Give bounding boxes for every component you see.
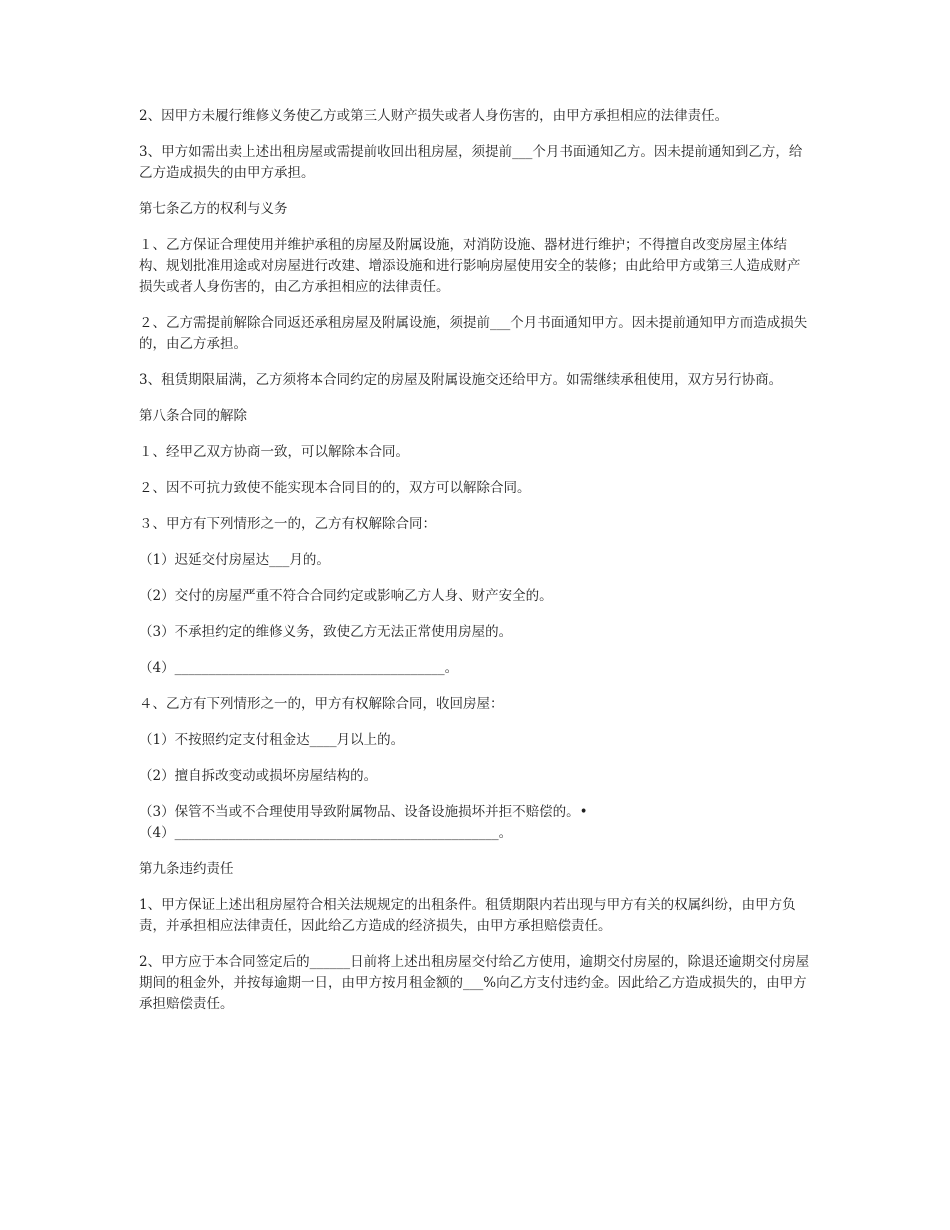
list-item-nonconforming-house: （2）交付的房屋严重不符合合同约定或影响乙方人身、财产安全的。 [139, 588, 553, 604]
paragraph-tenant-early-termination: ２、乙方需提前解除合同返还承租房屋及附属设施，须提前___个月书面通知甲方。因未提前通知甲方而造成损失的，由乙方承担。 [139, 315, 808, 352]
list-item-improper-use: （3）保管不当或不合理使用导致附属物品、设备设施损坏并拒不赔偿的。• [139, 804, 588, 820]
list-item-unpaid-rent: （1）不按照约定支付租金达____月以上的。 [139, 732, 405, 748]
section-heading-article-7: 第七条乙方的权利与义务 [139, 201, 288, 217]
list-item-no-repair: （3）不承担约定的维修义务，致使乙方无法正常使用房屋的。 [139, 624, 513, 640]
paragraph-landlord-repair-liability: 2、因甲方未履行维修义务使乙方或第三人财产损失或者人身伤害的，由甲方承担相应的法律责任。 [139, 108, 729, 124]
list-item-structure-damage: （2）擅自拆改变动或损坏房屋结构的。 [139, 768, 378, 784]
list-item-blank-4a: （4）________________________________________。 [139, 660, 459, 676]
paragraph-force-majeure: ２、因不可抗力致使不能实现本合同目的的，双方可以解除合同。 [139, 480, 531, 496]
paragraph-mutual-termination: １、经甲乙双方协商一致，可以解除本合同。 [139, 444, 409, 460]
section-heading-article-8: 第八条合同的解除 [139, 408, 247, 424]
paragraph-landlord-right-terminate: ４、乙方有下列情形之一的，甲方有权解除合同，收回房屋： [139, 696, 504, 712]
paragraph-late-delivery-penalty: 2、甲方应于本合同签定后的______日前将上述出租房屋交付给乙方使用，逾期交付房屋的，除退还逾期交付房屋期间的租金外，并按每逾期一日，由甲方按月租金额的___%向乙方支付违约金。因此给乙方造成损失的，由甲方承担赔偿责任。 [139, 954, 810, 1012]
list-item-blank-4b: （4）________________________________________________。 [139, 825, 513, 841]
paragraph-tenant-maintenance: １、乙方保证合理使用并维护承租的房屋及附属设施，对消防设施、器材进行维护；不得擅自改变房屋主体结构、规划批准用途或对房屋进行改建、增添设施和进行影响房屋使用安全的装修；由此给甲方或第三人造成财产损失或者人身伤害的，由乙方承担相应的法律责任。 [139, 237, 801, 295]
section-heading-article-9: 第九条违约责任 [139, 861, 234, 877]
paragraph-landlord-sale-notice: 3、甲方如需出卖上述出租房屋或需提前收回出租房屋，须提前___个月书面通知乙方。因未提前通知到乙方，给乙方造成损失的由甲方承担。 [139, 144, 803, 181]
paragraph-tenant-right-terminate: ３、甲方有下列情形之一的，乙方有权解除合同： [139, 516, 436, 532]
document-body [139, 106, 811, 1030]
paragraph-landlord-warranty: 1、甲方保证上述出租房屋符合相关法规规定的出租条件。租赁期限内若出现与甲方有关的权属纠纷，由甲方负责，并承担相应法律责任，因此给乙方造成的经济损失，由甲方承担赔偿责任。 [139, 897, 796, 934]
paragraph-lease-expiry-return: 3、租赁期限届满，乙方须将本合同约定的房屋及附属设施交还给甲方。如需继续承租使用，双方另行协商。 [139, 372, 783, 388]
list-item-delayed-delivery: （1）迟延交付房屋达___月的。 [139, 552, 330, 568]
